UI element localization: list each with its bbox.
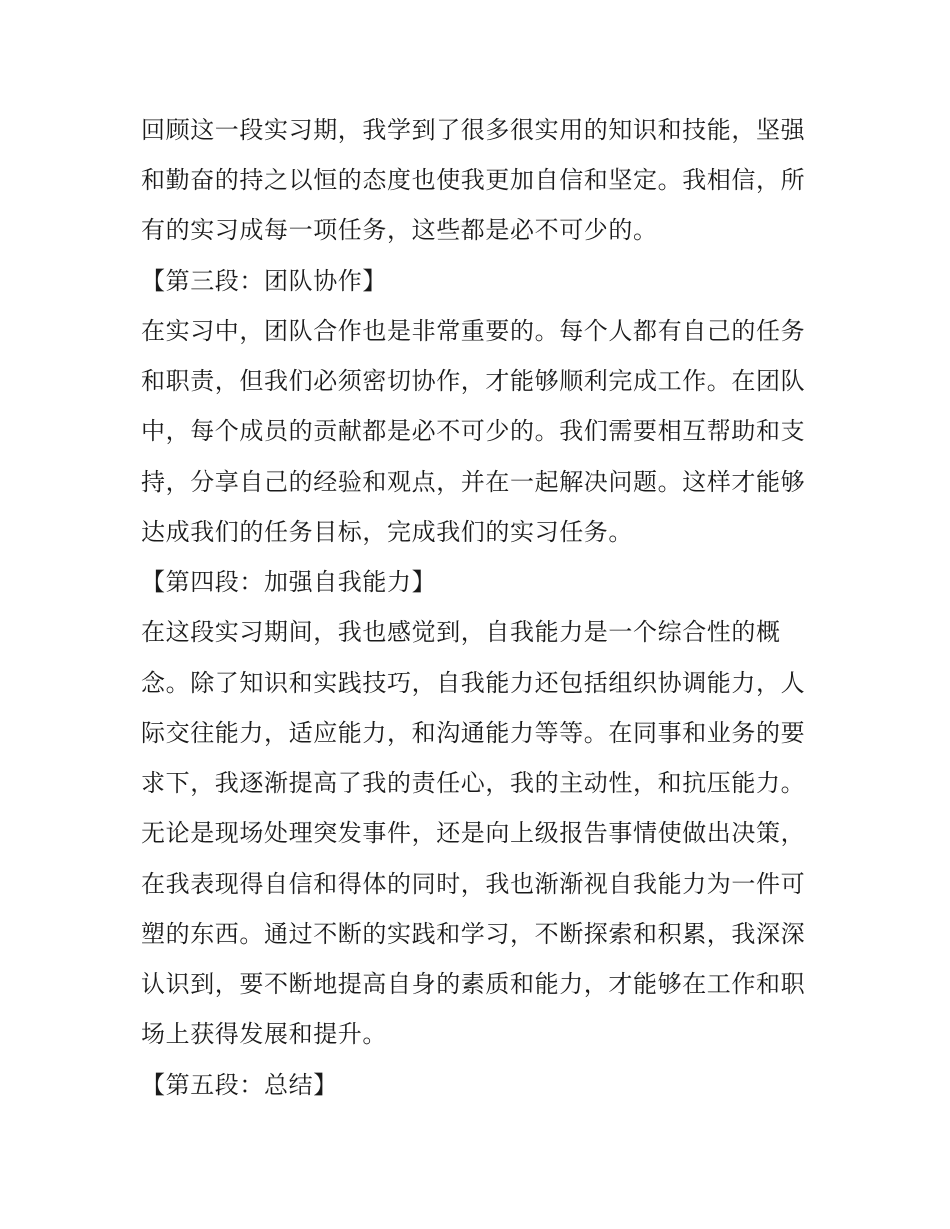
text-line: 念。除了知识和实践技巧，自我能力还包括组织协调能力，人 xyxy=(141,669,806,697)
text-line: 在实习中，团队合作也是非常重要的。每个人都有自己的任务 xyxy=(141,317,806,345)
text-line: 认识到，要不断地提高自身的素质和能力，才能够在工作和职 xyxy=(141,970,806,998)
text-line: 在这段实习期间，我也感觉到，自我能力是一个综合性的概 xyxy=(141,618,781,646)
text-line: 回顾这一段实习期，我学到了很多很实用的知识和技能，坚强 xyxy=(141,116,806,144)
text-line: 塑的东西。通过不断的实践和学习，不断探索和积累，我深深 xyxy=(141,920,806,948)
text-line: 和职责，但我们必须密切协作，才能够顺利完成工作。在团队 xyxy=(141,367,806,395)
text-line: 无论是现场处理突发事件，还是向上级报告事情使做出决策， xyxy=(141,819,806,847)
section-heading-4: 【第四段：加强自我能力】 xyxy=(141,568,437,596)
text-line: 中，每个成员的贡献都是必不可少的。我们需要相互帮助和支 xyxy=(141,417,806,445)
text-line: 求下，我逐渐提高了我的责任心，我的主动性，和抗压能力。 xyxy=(141,769,806,797)
text-line: 达成我们的任务目标，完成我们的实习任务。 xyxy=(141,518,633,546)
text-line: 和勤奋的持之以恒的态度也使我更加自信和坚定。我相信，所 xyxy=(141,166,806,194)
text-line: 有的实习成每一项任务，这些都是必不可少的。 xyxy=(141,216,658,244)
section-heading-5: 【第五段：总结】 xyxy=(141,1071,338,1099)
text-line: 场上获得发展和提升。 xyxy=(141,1020,387,1048)
text-line: 际交往能力，适应能力，和沟通能力等等。在同事和业务的要 xyxy=(141,719,806,747)
text-line: 持，分享自己的经验和观点，并在一起解决问题。这样才能够 xyxy=(141,468,806,496)
text-line: 在我表现得自信和得体的同时，我也渐渐视自我能力为一件可 xyxy=(141,870,806,898)
section-heading-3: 【第三段：团队协作】 xyxy=(141,267,387,295)
